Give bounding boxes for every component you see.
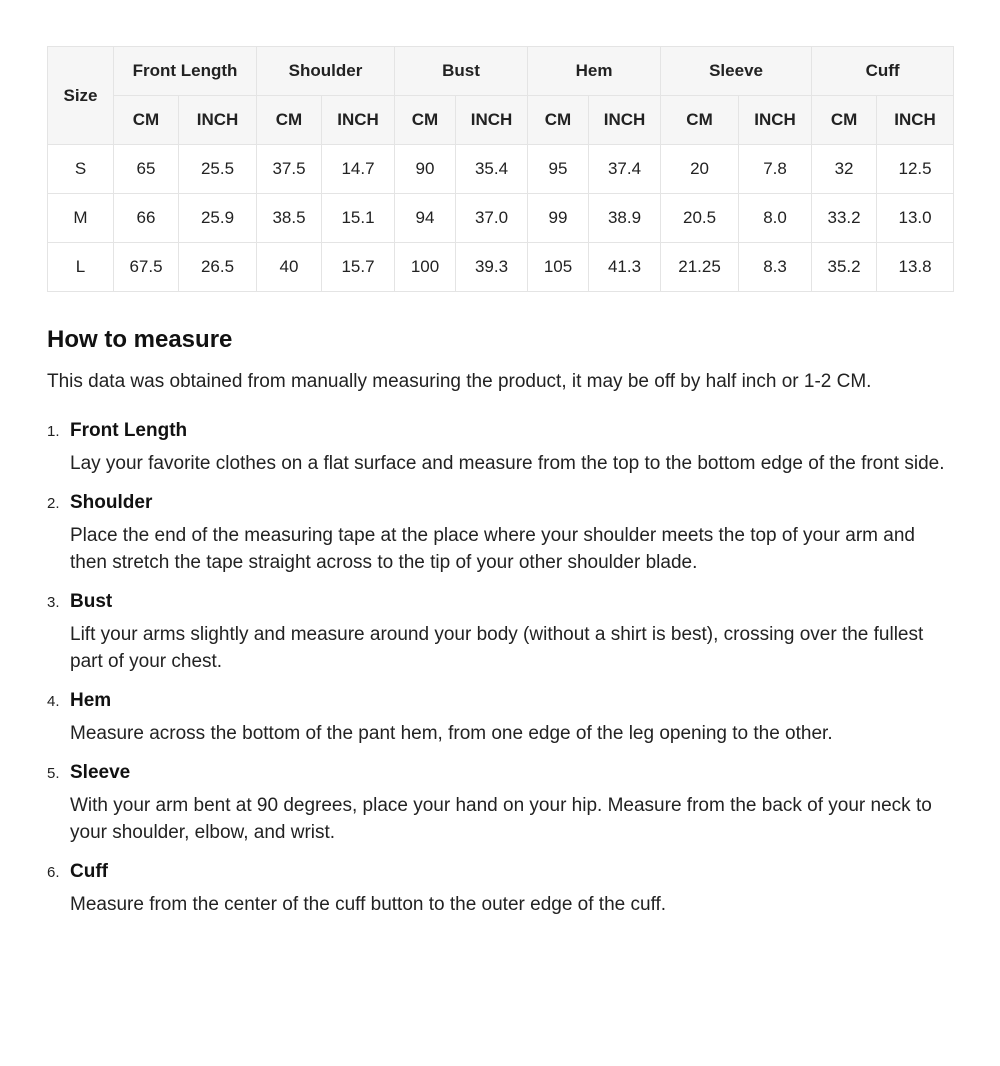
step-number: 5. [47, 765, 60, 782]
cell-value: 15.7 [322, 243, 395, 292]
step-description: Measure from the center of the cuff button to the outer edge of the cuff. [70, 894, 667, 915]
cell-value: 14.7 [322, 145, 395, 194]
unit-cm: CM [395, 96, 456, 145]
step-header [47, 417, 953, 444]
measure-step-hem [47, 687, 953, 747]
cell-value: 37.4 [589, 145, 661, 194]
unit-cm: CM [528, 96, 589, 145]
measure-step-cuff [47, 858, 953, 918]
unit-inch: INCH [456, 96, 528, 145]
unit-inch: INCH [589, 96, 661, 145]
cell-value: 40 [257, 243, 322, 292]
cell-value: 33.2 [812, 194, 877, 243]
table-header-row-units [48, 96, 954, 145]
size-label: S [48, 145, 114, 194]
cell-value: 94 [395, 194, 456, 243]
size-chart-table [47, 46, 954, 292]
step-header [47, 858, 953, 885]
header-cuff: Cuff [812, 47, 954, 96]
step-title: Sleeve [70, 762, 131, 783]
how-to-measure-title: How to measure [47, 326, 233, 353]
cell-value: 20.5 [661, 194, 739, 243]
step-number: 6. [47, 864, 60, 881]
cell-value: 39.3 [456, 243, 528, 292]
step-number: 3. [47, 594, 60, 611]
step-title: Shoulder [70, 492, 153, 513]
header-bust: Bust [395, 47, 528, 96]
cell-value: 15.1 [322, 194, 395, 243]
step-description: Measure across the bottom of the pant hem, from one edge of the leg opening to the other. [70, 723, 833, 744]
cell-value: 13.0 [877, 194, 954, 243]
cell-value: 90 [395, 145, 456, 194]
cell-value: 38.5 [257, 194, 322, 243]
cell-value: 105 [528, 243, 589, 292]
cell-value: 95 [528, 145, 589, 194]
measure-steps-list [47, 417, 953, 918]
cell-value: 35.4 [456, 145, 528, 194]
how-to-measure-intro: This data was obtained from manually measuring the product, it may be off by half inch or 1-2 CM. [47, 371, 872, 392]
size-label: L [48, 243, 114, 292]
cell-value: 66 [114, 194, 179, 243]
step-header [47, 687, 953, 714]
header-size: Size [48, 47, 114, 145]
cell-value: 12.5 [877, 145, 954, 194]
table-row-size-m [48, 194, 954, 243]
unit-cm: CM [114, 96, 179, 145]
cell-value: 100 [395, 243, 456, 292]
step-header [47, 588, 953, 615]
cell-value: 20 [661, 145, 739, 194]
cell-value: 7.8 [739, 145, 812, 194]
unit-inch: INCH [179, 96, 257, 145]
cell-value: 99 [528, 194, 589, 243]
unit-cm: CM [812, 96, 877, 145]
cell-value: 67.5 [114, 243, 179, 292]
cell-value: 26.5 [179, 243, 257, 292]
step-number: 2. [47, 495, 60, 512]
measure-step-shoulder [47, 489, 953, 576]
step-number: 1. [47, 423, 60, 440]
header-shoulder: Shoulder [257, 47, 395, 96]
step-title: Bust [70, 591, 113, 612]
step-number: 4. [47, 693, 60, 710]
size-label: M [48, 194, 114, 243]
table-row-size-l [48, 243, 954, 292]
cell-value: 41.3 [589, 243, 661, 292]
measure-step-bust [47, 588, 953, 675]
cell-value: 37.0 [456, 194, 528, 243]
step-header [47, 489, 953, 516]
cell-value: 8.0 [739, 194, 812, 243]
unit-inch: INCH [739, 96, 812, 145]
header-front-length: Front Length [114, 47, 257, 96]
measure-step-sleeve [47, 759, 953, 846]
table-row-size-s [48, 145, 954, 194]
cell-value: 25.9 [179, 194, 257, 243]
cell-value: 8.3 [739, 243, 812, 292]
cell-value: 35.2 [812, 243, 877, 292]
cell-value: 25.5 [179, 145, 257, 194]
unit-inch: INCH [877, 96, 954, 145]
step-title: Front Length [70, 420, 188, 441]
step-title: Hem [70, 690, 112, 711]
table-header-row-groups [48, 47, 954, 96]
unit-cm: CM [257, 96, 322, 145]
unit-inch: INCH [322, 96, 395, 145]
cell-value: 38.9 [589, 194, 661, 243]
cell-value: 65 [114, 145, 179, 194]
measure-step-front-length [47, 417, 953, 477]
cell-value: 32 [812, 145, 877, 194]
cell-value: 13.8 [877, 243, 954, 292]
step-description: Place the end of the measuring tape at the place where your shoulder meets the top of your arm and then stretch the tape straight across to the tip of your other shoulder blade. [70, 525, 915, 573]
step-description: With your arm bent at 90 degrees, place your hand on your hip. Measure from the back of your neck to your shoulder, elbow, and wrist. [70, 795, 932, 843]
step-title: Cuff [70, 861, 108, 882]
step-description: Lay your favorite clothes on a flat surface and measure from the top to the bottom edge of the front side. [70, 453, 945, 474]
header-hem: Hem [528, 47, 661, 96]
cell-value: 37.5 [257, 145, 322, 194]
unit-cm: CM [661, 96, 739, 145]
step-description: Lift your arms slightly and measure around your body (without a shirt is best), crossing over the fullest part of your chest. [70, 624, 924, 672]
header-sleeve: Sleeve [661, 47, 812, 96]
cell-value: 21.25 [661, 243, 739, 292]
step-header [47, 759, 953, 786]
